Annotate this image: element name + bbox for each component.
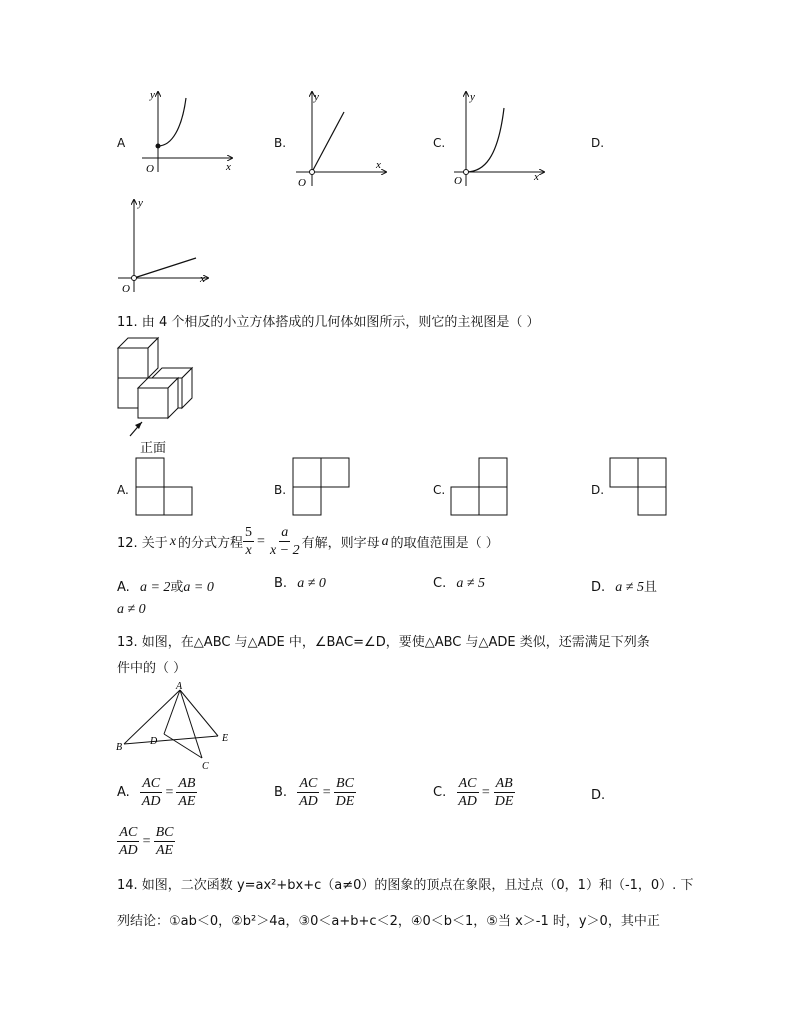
q10-b-y-label: y xyxy=(314,91,319,103)
q13-point-a: A xyxy=(176,681,183,692)
q13-option-c xyxy=(433,775,515,810)
q13-b-right-num: BC xyxy=(336,776,354,791)
q11-stem: 11. 由 4 个相反的小立方体搭成的几何体如图所示，则它的主视图是（ ） xyxy=(117,315,540,330)
q12-option-b-label: B. xyxy=(274,576,288,591)
q13-c-equals: = xyxy=(481,784,490,800)
q11-option-a-view xyxy=(135,457,195,517)
q13-a-left-num: AC xyxy=(142,776,161,791)
q10-option-d-label: D. xyxy=(591,136,605,150)
q10-d-y-label: y xyxy=(138,197,143,209)
q13-triangle-figure xyxy=(114,680,240,770)
q12-stem-prefix: 12. 关于 xyxy=(117,536,168,551)
q10-b-origin: O xyxy=(298,177,306,188)
q12-frac2-num: a xyxy=(281,525,289,540)
q12-stem-mid2: 有解，则字母 xyxy=(301,536,380,551)
q13-c-right-den: DE xyxy=(494,794,514,809)
q13-b-left-den: AD xyxy=(299,794,318,809)
q12-stem xyxy=(117,524,499,559)
q12-frac1-den: x xyxy=(245,543,252,558)
q10-option-b-label: B. xyxy=(274,136,287,150)
q11-option-b-label: B. xyxy=(274,483,287,497)
q12-stem-mid: 的分式方程 xyxy=(178,536,244,551)
q11-option-c-label: C. xyxy=(433,483,446,497)
q13-option-d xyxy=(117,824,175,859)
q13-d-right-den: AE xyxy=(155,843,174,858)
q10-c-origin: O xyxy=(454,175,462,187)
q10-c-y-label: y xyxy=(470,91,475,103)
q13-option-b-label: B. xyxy=(274,785,288,800)
q10-graph-a xyxy=(138,88,238,174)
q10-a-x-label: x xyxy=(226,161,231,173)
q10-graph-c xyxy=(450,88,550,188)
q12-frac2 xyxy=(268,524,302,559)
q13-b-left-num: AC xyxy=(299,776,318,791)
q13-d-left-num: AC xyxy=(119,825,138,840)
q13-d-right-num: BC xyxy=(155,825,174,840)
q11-cube-figure xyxy=(116,336,198,446)
q12-frac1 xyxy=(243,524,254,559)
q12-var-x: x xyxy=(169,533,177,549)
q13-d-left-den: AD xyxy=(119,843,138,858)
q12-option-d-and: 且 xyxy=(643,580,657,595)
q13-a-right-den: AE xyxy=(178,794,196,809)
q13-a-right-num: AB xyxy=(178,776,196,791)
q13-option-d-label: D. xyxy=(591,788,606,803)
q13-b-equals: = xyxy=(322,784,331,800)
q12-option-d-label: D. xyxy=(591,580,606,595)
q11-option-c-view xyxy=(450,457,510,517)
q11-option-a-label: A. xyxy=(117,483,129,497)
q10-a-y-label: y xyxy=(150,89,155,101)
q12-option-a-math1: a = 2 xyxy=(139,580,171,595)
q12-var-a: a xyxy=(381,533,389,549)
q13-point-c: C xyxy=(202,761,209,770)
q11-front-label: 正面 xyxy=(140,441,167,456)
q10-d-x-label: x xyxy=(200,273,205,285)
q10-graph-b xyxy=(292,88,392,188)
q12-option-b xyxy=(274,576,326,592)
q13-b-right-den: DE xyxy=(335,794,355,809)
q13-point-e: E xyxy=(222,733,229,744)
q13-c-right-num: AB xyxy=(495,776,513,791)
q12-option-c-label: C. xyxy=(433,576,447,591)
q13-d-equals: = xyxy=(142,833,151,849)
q12-option-a-math2: a = 0 xyxy=(183,580,214,595)
q10-option-a-label: A xyxy=(117,136,126,150)
q12-option-d-math2: a ≠ 0 xyxy=(117,602,146,617)
q13-option-c-label: C. xyxy=(433,785,447,800)
q12-equals: = xyxy=(257,533,265,549)
q12-frac1-num: 5 xyxy=(245,525,253,540)
q14-line2: 列结论：①ab＜0，②b²＞4a，③0＜a+b+c＜2，④0＜b＜1，⑤当 x＞-1 时，y＞0，其中正 xyxy=(117,914,660,929)
q13-stem-line1: 13. 如图，在△ABC 与△ADE 中，∠BAC=∠D，要使△ABC 与△ADE 类似，还需满足下列条 xyxy=(117,635,650,650)
q10-d-origin: O xyxy=(122,283,130,295)
q13-c-left-den: AD xyxy=(458,794,477,809)
q12-stem-suffix: 的取值范围是（ ） xyxy=(390,536,499,551)
q12-option-a-label: A. xyxy=(117,580,130,595)
q12-option-b-math: a ≠ 0 xyxy=(297,576,326,591)
q13-point-d: D xyxy=(150,736,158,747)
q13-option-b xyxy=(274,775,356,810)
q13-a-equals: = xyxy=(165,784,174,800)
q13-option-a xyxy=(117,775,197,810)
q12-option-d-math1: a ≠ 5 xyxy=(615,580,644,595)
q13-option-a-label: A. xyxy=(117,785,130,800)
q13-stem-line2: 件中的（ ） xyxy=(117,661,187,676)
q13-point-b: B xyxy=(116,742,123,753)
q10-graph-d xyxy=(116,196,216,296)
q10-b-x-label: x xyxy=(376,159,381,171)
q13-c-left-num: AC xyxy=(458,776,477,791)
q11-option-b-view xyxy=(292,457,352,517)
q10-option-c-label: C. xyxy=(433,136,446,150)
q10-a-origin: O xyxy=(146,163,154,174)
q12-option-a xyxy=(117,576,214,596)
q13-a-left-den: AD xyxy=(141,794,161,809)
q10-c-x-label: x xyxy=(534,171,539,183)
q12-option-a-or: 或 xyxy=(170,580,184,595)
q11-option-d-label: D. xyxy=(591,483,605,497)
q12-option-d xyxy=(591,576,657,596)
q12-option-c xyxy=(433,576,485,592)
q14-line1: 14. 如图，二次函数 y=ax²+bx+c（a≠0）的图象的顶点在象限，且过点（0，1）和（-1，0）. 下 xyxy=(117,878,694,893)
q11-option-d-view xyxy=(609,457,669,517)
q12-option-c-math: a ≠ 5 xyxy=(456,576,486,591)
q12-frac2-den: x − 2 xyxy=(269,543,300,558)
